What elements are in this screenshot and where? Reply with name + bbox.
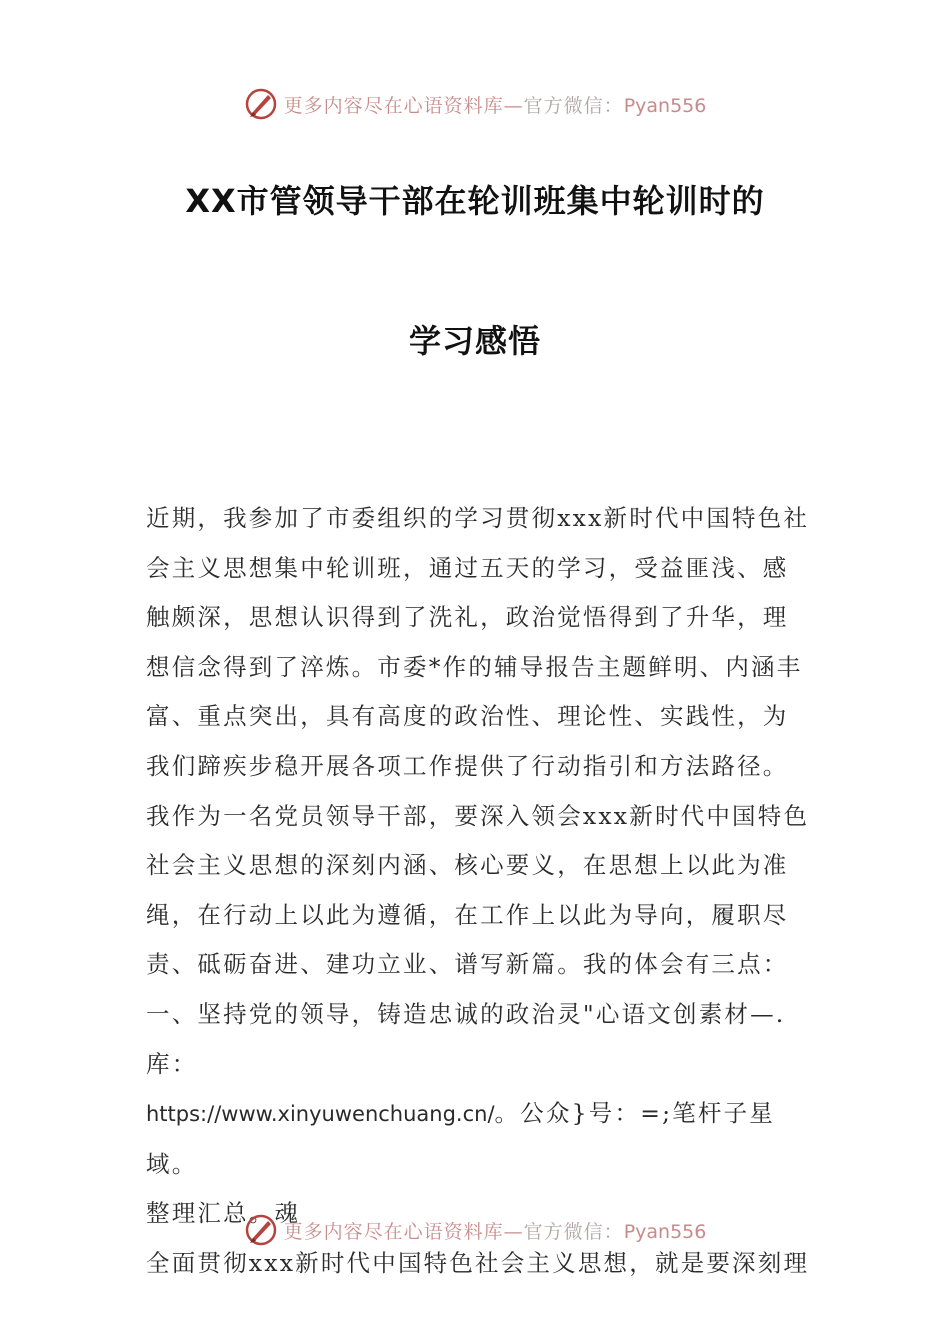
document-title-line-1: XX市管领导干部在轮训班集中轮训时的 (185, 182, 765, 220)
paragraph-next: 全面贯彻xxx新时代中国特色社会主义思想，就是要深刻理 (146, 1248, 810, 1277)
paragraph-intro: 近期，我参加了市委组织的学习贯彻xxx新时代中国特色社会主义思想集中轮训班，通过五天的学习，受益匪浅、感触颇深，思想认识得到了洗礼，政治觉悟得到了升华，理想信念得到了淬炼。市委*作的辅导报告主题鲜明、内涵丰富、重点突出，具有高度的政治性、理论性、实践性，为我们蹄疾步稳开展各项工作提供了行动指引和方法路径。我作为一名党员领导干部，要深入领会xxx新时代中国特色社会主义思想的深刻内涵、核心要义，在思想上以此为准绳，在行动上以此为遵循，在工作上以此为导向，履职尽责、砥砺奋进、建功立业、谱写新篇。我的体会有三点： (146, 504, 810, 979)
document-body (146, 494, 810, 1289)
source-note-rest: 。公众}号：=;笔杆子星域。 (146, 1099, 776, 1178)
header-banner-text: 更多内容尽在心语资料库—官方微信：Pyan556 (283, 94, 707, 117)
paragraph-source-note (146, 1089, 810, 1189)
pen-logo-icon (244, 87, 278, 121)
paragraph-section-heading: 一、坚持党的领导，铸造忠诚的政治灵"心语文创素材—.库： (146, 999, 786, 1078)
footer-banner (0, 1210, 950, 1250)
source-url: https://www.xinyuwenchuang.cn/ (146, 1102, 495, 1127)
pen-logo-icon (244, 1213, 278, 1247)
footer-banner-text: 更多内容尽在心语资料库—官方微信：Pyan556 (283, 1220, 707, 1243)
document-title-line-2: 学习感悟 (408, 322, 541, 360)
header-banner (0, 84, 950, 124)
paragraph-continuation: 整理汇总。魂 (146, 1199, 301, 1228)
